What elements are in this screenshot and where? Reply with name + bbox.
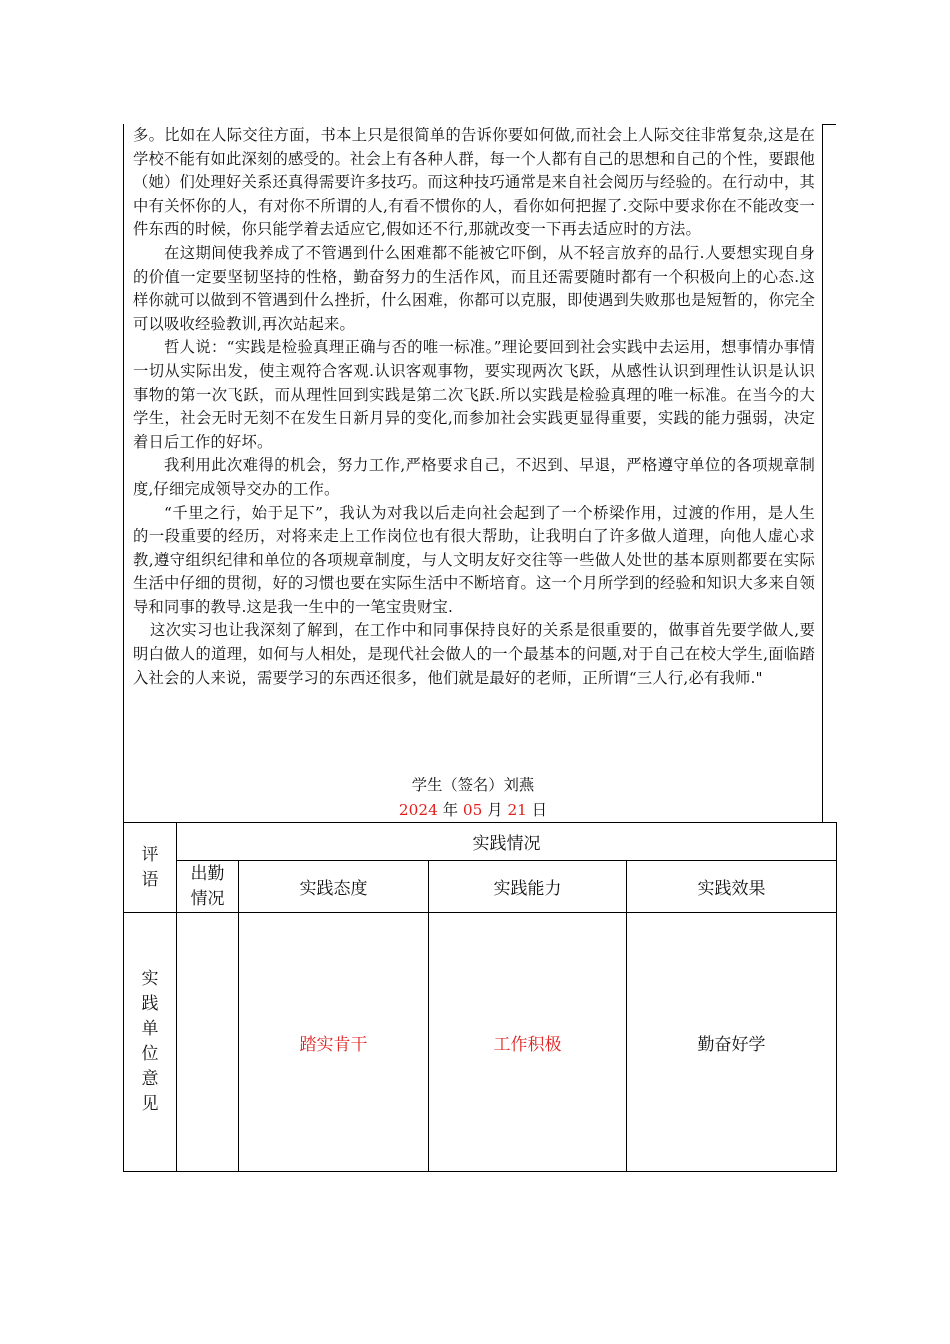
attitude-value: 踏实肯干 [239,913,429,1172]
attendance-header [177,861,239,913]
paragraph-practice-truth: 哲人说：“实践是检验真理正确与否的唯一标准。”理论要回到社会实践中去运用，想事情办事情一切从实际出发，使主观符合客观.认识客观事物，要实现两次飞跃，从感性认识到理性认识是认识事物的第一次飞跃，而从理性回到实践是第二次飞跃.所以实践是检验真理的唯一标准。在当今的大学生，社会无时无刻不在发生日新月异的变化,而参加社会实践更显得重要，实践的能力强弱，决定着日后工作的好坏。 [133,338,815,451]
unit-opinion-label-cell [124,913,177,1172]
paragraph-work-attitude: 我利用此次难得的机会，努力工作,严格要求自己，不迟到、早退，严格遵守单位的各项规章制度,仔细完成领导交办的工作。 [133,456,815,498]
signature-label: 学生（签名） [411,776,504,794]
ability-header: 实践能力 [429,861,627,913]
attitude-header: 实践态度 [239,861,429,913]
unit-opinion-label: 实践单位意见 [141,969,159,1114]
date-month: 05 [462,801,483,819]
frame-top-tick [823,124,836,125]
paragraph-journey: “千里之行，始于足下”，我认为对我以后走向社会起到了一个桥梁作用，过渡的作用，是人生的一段重要的经历，对将来走上工作岗位也有很大帮助，让我明白了许多做人道理，向他人虚心求教,遵守组织纪律和单位的各项规章制度，与人文明友好交往等一些做人处世的基本原则都要在实际生活中仔细的贯彻，好的习惯也要在实际生活中不断培育。这一个月所学到的经验和知识大多来自领导和同事的教导.这是我一生中的一笔宝贵财宝. [133,503,815,616]
attendance-value [177,913,239,1172]
date-month-unit: 月 [487,801,503,819]
date-day-unit: 日 [531,801,548,819]
practice-header: 实践情况 [177,823,837,861]
evaluation-table [123,822,837,1172]
date-year-unit: 年 [442,801,459,819]
paragraph-perseverance: 在这期间使我养成了不管遇到什么困难都不能被它吓倒，从不轻言放弃的品行.人要想实现自身的价值一定要坚韧坚持的性格，勤奋努力的生活作风，而且还需要随时都有一个积极向上的心态.这样你就可以做到不管遇到什么挫折，什么困难，你都可以克服，即使遇到失败那也是短暂的，你完全可以吸收经验教训,再次站起来。 [133,243,815,333]
date-year: 2024 [398,801,438,819]
signature-date [123,798,823,820]
signature-name: 刘燕 [503,776,535,794]
paragraph-social-skills: 多。比如在人际交往方面，书本上只是很简单的告诉你要如何做,而社会上人际交往非常复杂,这是在学校不能有如此深刻的感受的。社会上有各种人群，每一个人都有自己的思想和自己的个性，要跟他（她）们处理好关系还真得需要许多技巧。而这种技巧通常是来自社会阅历与经验的。在行动中，其中有关怀你的人，有对你不所谓的人,有看不惯你的人，看你如何把握了.交际中要求你在不能改变一件东西的时候，你只能学着去适应它,假如还不行,那就改变一下再去适应时的方法。 [133,126,815,239]
attendance-header-text: 出勤情况 [190,863,225,909]
effect-header: 实践效果 [627,861,837,913]
date-day: 21 [507,801,527,819]
essay-body [133,124,815,690]
ability-value: 工作积极 [429,913,627,1172]
effect-value: 勤奋好学 [627,913,837,1172]
paragraph-relationships: 这次实习也让我深刻了解到，在工作中和同事保持良好的关系是很重要的，做事首先要学做人,要明白做人的道理，如何与人相处，是现代社会做人的一个最基本的问题,对于自己在校大学生,面临踏入社会的人来说，需要学习的东西还很多，他们就是最好的老师，正所谓“三人行,必有我师." [133,621,815,687]
comment-label-cell [124,823,177,913]
signature-line [123,773,823,795]
comment-label: 评语 [141,844,159,890]
